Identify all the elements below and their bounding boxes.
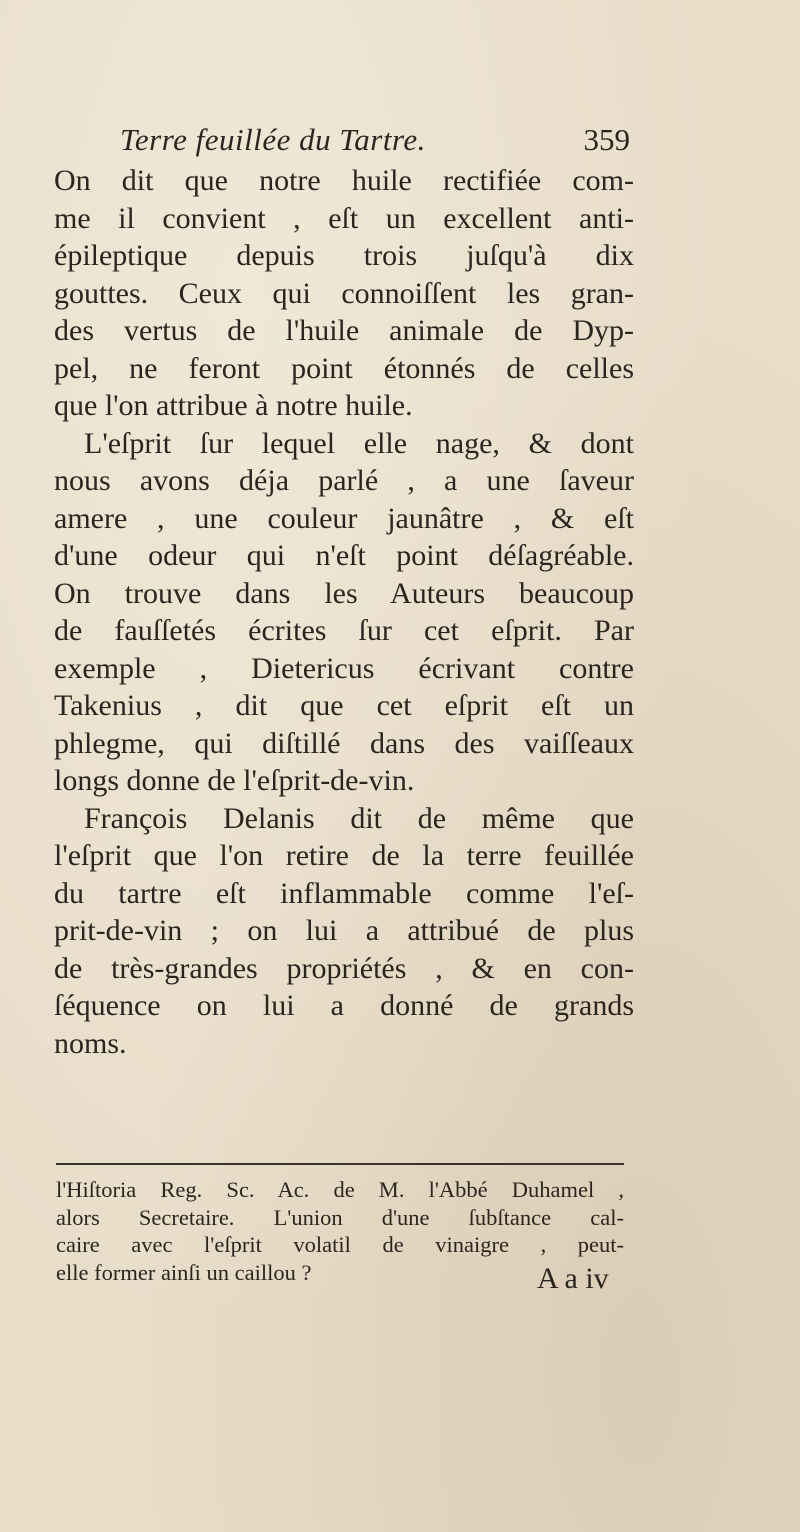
text-line: d'une odeur qui n'eſt point déſagréable.: [54, 539, 634, 572]
footnote-line: caire avec l'eſprit volatil de vinaigre , peut-: [56, 1232, 624, 1257]
footnote-divider: [56, 1163, 624, 1165]
text-line: François Delanis dit de même que: [84, 801, 634, 835]
text-line: On dit que notre huile rectifiée com-: [54, 164, 634, 197]
text-line: nous avons déja parlé , a une ſaveur: [54, 464, 634, 497]
catchword: A a iv: [537, 1262, 609, 1295]
text-line: me il convient , eſt un excellent anti-: [54, 201, 634, 235]
page-header: [110, 122, 630, 158]
main-text: [54, 162, 634, 1062]
text-line: amere , une couleur jaunâtre , & eſt: [54, 501, 634, 535]
text-line: On trouve dans les Auteurs beaucoup: [54, 576, 634, 610]
running-head: Terre feuillée du Tartre.: [120, 122, 426, 157]
footnote-line: alors Secretaire. L'union d'une ſubſtance cal-: [56, 1204, 624, 1230]
footnote-line: elle former ainſi un caillou ?: [56, 1259, 312, 1285]
page-number: 359: [583, 122, 630, 157]
text-line: ſéquence on lui a donné de grands: [54, 989, 634, 1022]
text-line: épileptique depuis trois juſqu'à dix: [54, 239, 634, 272]
text-line: prit-de-vin ; on lui a attribué de plus: [54, 914, 634, 947]
footnote-line: l'Hiſtoria Reg. Sc. Ac. de M. l'Abbé Duhamel ,: [56, 1177, 624, 1202]
text-line: noms.: [54, 1026, 127, 1060]
text-line: que l'on attribue à notre huile.: [54, 389, 413, 422]
text-line: phlegme, qui diſtillé dans des vaiſſeaux: [54, 726, 634, 760]
text-line: de fauſſetés écrites ſur cet eſprit. Par: [54, 614, 634, 647]
text-line: Takenius , dit que cet eſprit eſt un: [54, 689, 634, 722]
text-line: L'eſprit ſur lequel elle nage, & dont: [84, 426, 634, 460]
text-line: l'eſprit que l'on retire de la terre feuillée: [54, 839, 634, 872]
text-line: de très-grandes propriétés , & en con-: [54, 951, 634, 985]
text-line: pel, ne feront point étonnés de celles: [54, 351, 634, 385]
text-line: des vertus de l'huile animale de Dyp-: [54, 314, 634, 347]
text-line: gouttes. Ceux qui connoiſſent les gran-: [54, 276, 634, 310]
text-line: exemple , Dietericus écrivant contre: [54, 651, 634, 685]
text-line: du tartre eſt inflammable comme l'eſ-: [54, 876, 634, 910]
text-line: longs donne de l'eſprit-de-vin.: [54, 764, 415, 797]
